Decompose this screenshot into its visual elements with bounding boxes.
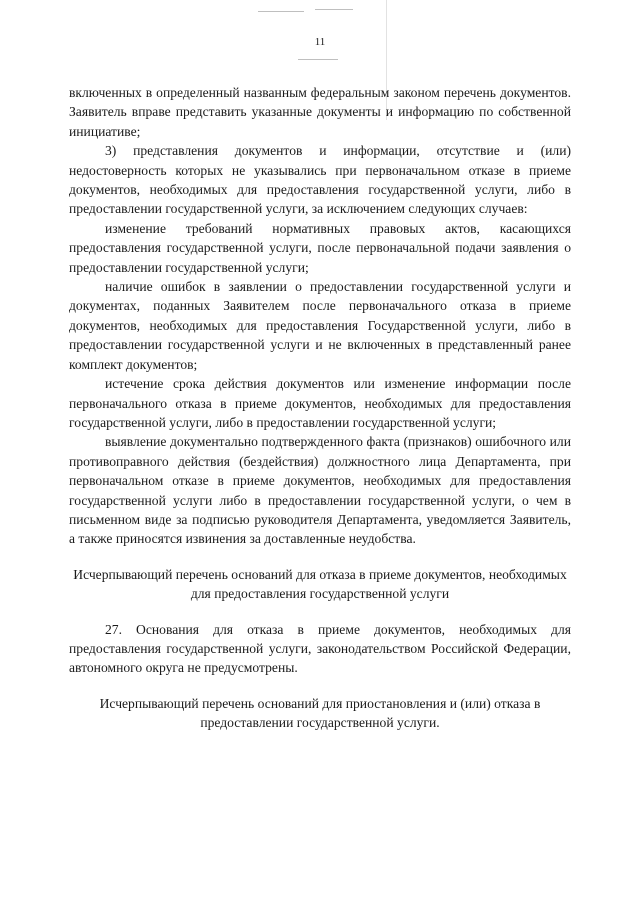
section-heading: Исчерпывающий перечень оснований для приостановления и (или) отказа в предоставлении государственной услуги. (99, 695, 541, 731)
paragraph-continuation: включенных в определенный названным федеральным законом перечень документов. Заявитель вправе представить указанные документы и информацию по собственной инициативе; (69, 85, 571, 139)
paragraph-item-27: 27. Основания для отказа в приеме документов, необходимых для предоставления государственной услуги, законодательством Российской Федерации, автономного округа не предусмотрены. (69, 621, 571, 676)
page-number: 11 (314, 36, 326, 48)
paragraph-item-3: 3) представления документов и информации, отсутствие и (или) недостоверность которых не указывались при первоначальном отказе в приеме документов, необходимых для предоставления государственной услуги, либо в предоставлении государственной услуги, за исключением следующих случаев: (69, 143, 571, 217)
document-body (69, 83, 571, 749)
paragraph-case-3: истечение срока действия документов или изменение информации после первоначального отказа в приеме документов, необходимых для предоставления государственной услуги, либо в предоставлении государственной услуги; (69, 376, 571, 430)
scan-artifact-top (298, 59, 338, 60)
scan-artifact-top (315, 9, 353, 10)
paragraph-case-2: наличие ошибок в заявлении о предоставлении государственной услуги и документах, поданных Заявителем после первоначального отказа в приеме документов, необходимых для предоставления Государственной услуги, либо в предоставлении государственной услуги и не включенных в представленный ранее комплект документов; (69, 279, 571, 372)
section-heading: Исчерпывающий перечень оснований для отказа в приеме документов, необходимых для предоставления государственной услуги (73, 566, 567, 602)
paragraph-case-1: изменение требований нормативных правовых актов, касающихся предоставления государственной услуги, после первоначальной подачи заявления о предоставлении государственной услуги; (69, 220, 571, 275)
paragraph-case-4: выявление документально подтвержденного факта (признаков) ошибочного или противоправного действия (бездействия) должностного лица Департамента, при первоначальном отказе в приеме документов, необходимых для предоставления государственной услуги либо в предоставлении государственной услуги, о чем в письменном виде за подписью руководителя Департамента, уведомляется Заявитель, а также приносятся извинения за доставленные неудобства. (69, 434, 571, 547)
scan-artifact-top (258, 11, 304, 12)
